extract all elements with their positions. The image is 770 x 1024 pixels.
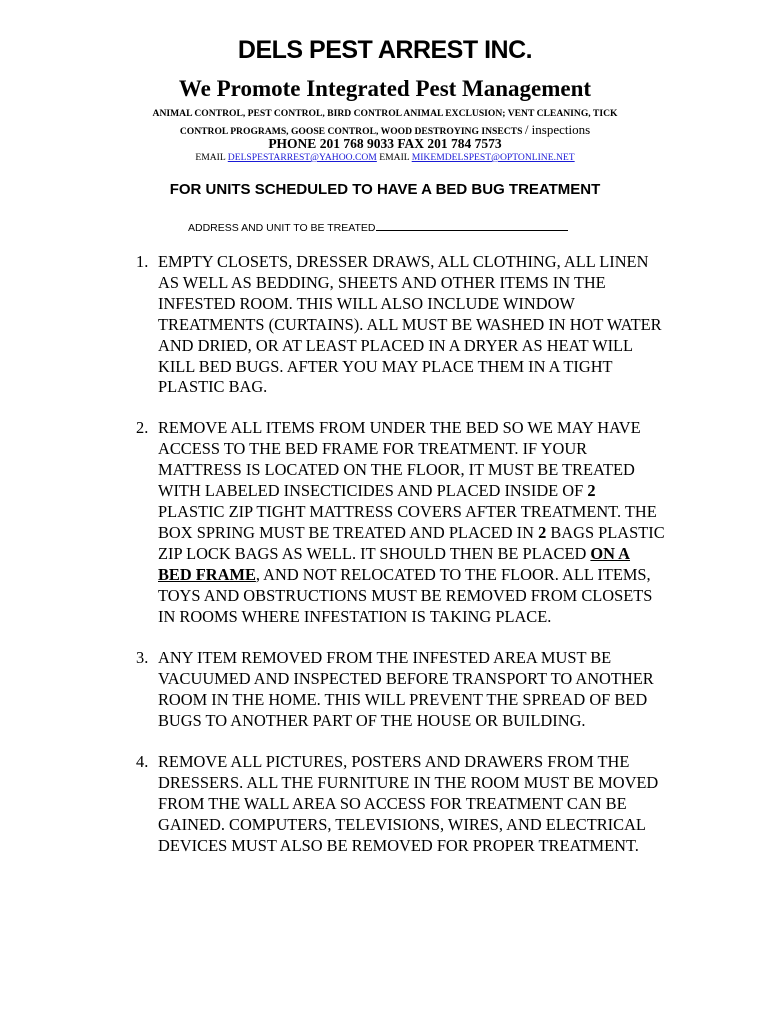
company-name: DELS PEST ARREST INC. [237,36,533,64]
services-inspections: / inspections [524,122,591,137]
list-item [136,752,666,857]
item-text-part-c: BAGS PLASTIC ZIP LOCK BAGS AS WELL. IT SHOULD THEN BE PLACED [158,522,665,563]
email-line [0,152,770,163]
item-emphasis: ON A BED FRAME [158,543,631,584]
company-tagline: We Promote Integrated Pest Management [178,76,592,101]
item-bold-count-1: 2 [587,481,596,501]
phone-fax-line: PHONE 201 768 9033 FAX 201 784 7573 [268,136,502,151]
item-number: 2. [136,418,149,438]
item-text-part-d: , AND NOT RELOCATED TO THE FLOOR. ALL ITEMS, TOYS AND OBSTRUCTIONS MUST BE REMOVED FROM CLOSETS IN ROOMS WHERE INFESTATION IS TAKING PLACE. [158,564,653,626]
instructions-list [136,252,666,857]
services-list [0,106,770,140]
item-text: REMOVE ALL PICTURES, POSTERS AND DRAWERS FROM THE DRESSERS. ALL THE FURNITURE IN THE ROOM MUST BE MOVED FROM THE WALL AREA SO ACCESS FOR TREATMENT CAN BE GAINED. COMPUTERS, TELEVISIONS, WIRES, AND ELECTRICAL DEVICES MUST ALSO BE REMOVED FOR PROPER TREATMENT. [158,752,659,855]
services-line-1: ANIMAL CONTROL, PEST CONTROL, BIRD CONTROL ANIMAL EXCLUSION; VENT CLEANING, TICK [152,108,618,119]
list-item [136,418,666,627]
item-text: EMPTY CLOSETS, DRESSER DRAWS, ALL CLOTHING, ALL LINEN AS WELL AS BEDDING, SHEETS AND OTHER ITEMS IN THE INFESTED ROOM. THIS WILL ALSO INCLUDE WINDOW TREATMENTS (CURTAINS). ALL MUST BE WASHED IN HOT WATER AND DRIED, OR AT LEAST PLACED IN A DRYER AS HEAT WILL KILL BED BUGS. AFTER YOU MAY PLACE THEM IN A TIGHT PLASTIC BAG. [158,252,662,397]
email-link-2[interactable]: MIKEMDELSPEST@OPTONLINE.NET [411,152,575,163]
address-label: ADDRESS AND UNIT TO BE TREATED [188,222,376,234]
item-text: ANY ITEM REMOVED FROM THE INFESTED AREA MUST BE VACUUMED AND INSPECTED BEFORE TRANSPORT TO ANOTHER ROOM IN THE HOME. THIS WILL PREVENT THE SPREAD OF BED BUGS TO ANOTHER PART OF THE HOUSE OR BUILDING. [158,648,654,731]
item-number: 3. [136,648,149,668]
address-line [188,222,568,234]
document-heading: FOR UNITS SCHEDULED TO HAVE A BED BUG TREATMENT [169,181,601,198]
email-link-1[interactable]: DELSPESTARREST@YAHOO.COM [227,152,377,163]
email-label-2: EMAIL [379,152,410,163]
email-label-1: EMAIL [195,152,226,163]
list-item [136,648,666,732]
item-text-part-b: PLASTIC ZIP TIGHT MATTRESS COVERS AFTER TREATMENT. THE BOX SPRING MUST BE TREATED AND PLACED IN [158,501,657,542]
item-number: 4. [136,752,149,772]
item-number: 1. [136,252,149,271]
address-blank-field[interactable] [376,222,568,231]
list-item [136,252,666,398]
item-bold-count-2: 2 [538,522,547,542]
services-line-2-text: CONTROL PROGRAMS, GOOSE CONTROL, WOOD DESTROYING INSECTS [179,126,523,137]
item-text-part-a: REMOVE ALL ITEMS FROM UNDER THE BED SO WE MAY HAVE ACCESS TO THE BED FRAME FOR TREATMENT. IF YOUR MATTRESS IS LOCATED ON THE FLOOR, IT MUST BE TREATED WITH LABELED INSECTICIDES AND PLACED INSIDE OF [158,418,641,501]
